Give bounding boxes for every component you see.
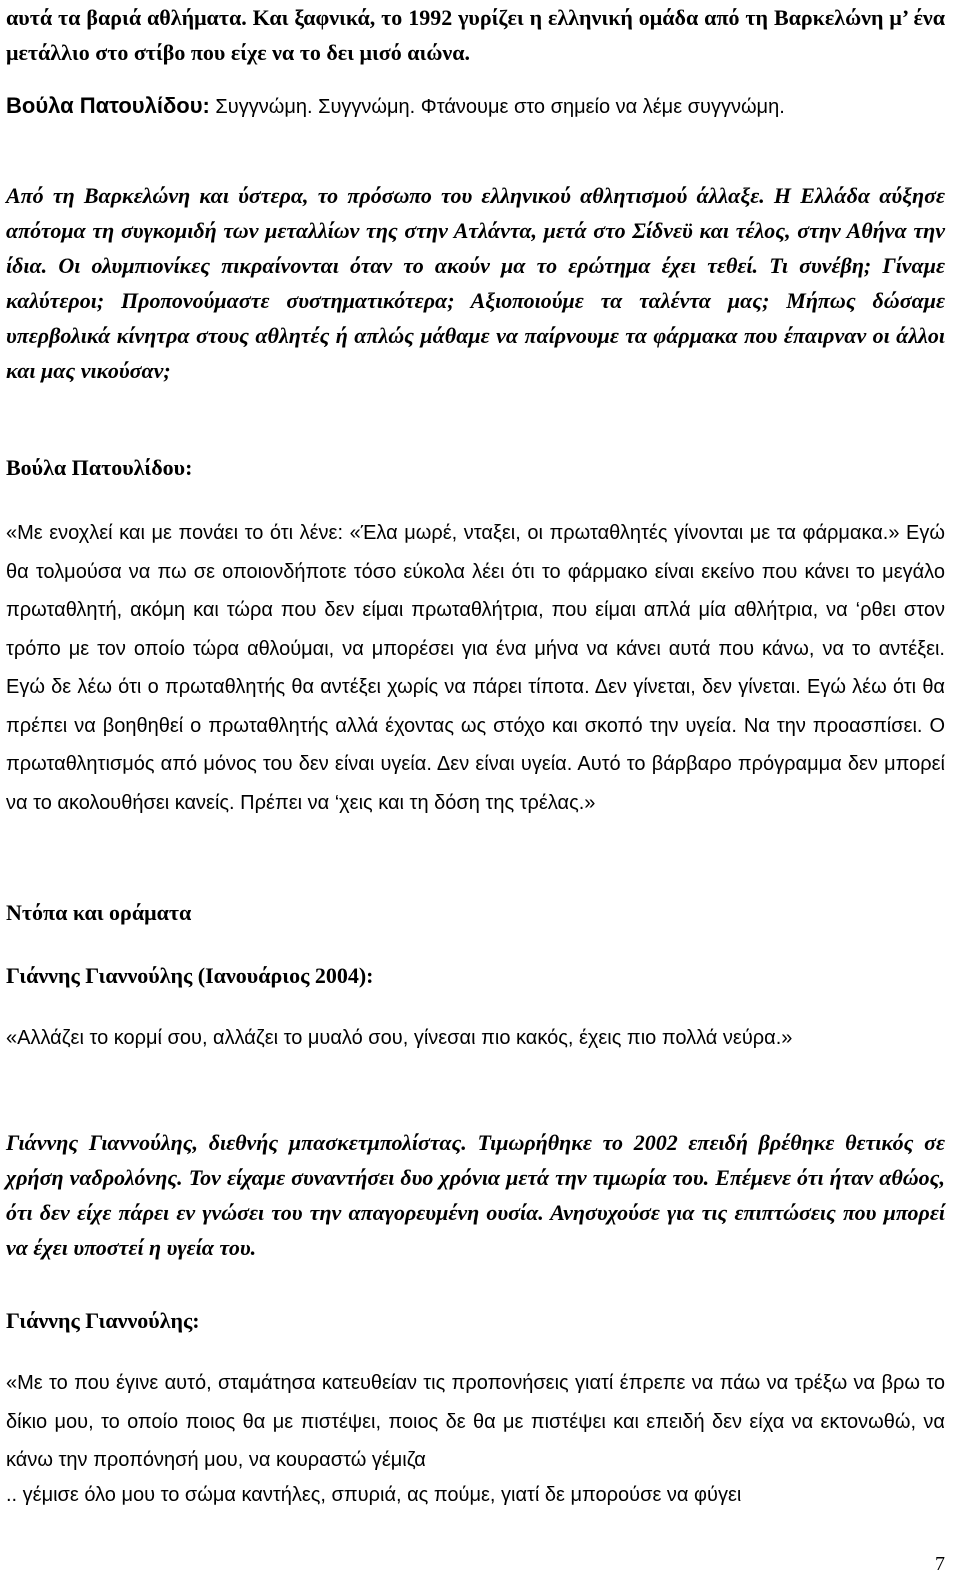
section-heading: Ντόπα και οράματα [6,900,192,925]
paragraph-2-text: Συγγνώμη. Συγγνώμη. Φτάνουμε στο σημείο να λέμε συγγνώμη. [209,96,785,118]
paragraph-quote-voula: «Με ενοχλεί και με πονάει το ότι λένε: «Έλα μωρέ, νταξει, οι πρωταθλητές γίνονται με τα φάρμακα.» Εγώ θα τολμούσα να πω σε οποιονδήποτε τόσο εύκολα λέει ότι το φάρμακο είναι εκείνο που κάνει το μεγάλο πρωταθλητή, ακόμη και τώρα που δεν είμαι πρωταθλήτρια, που είμαι απλά μία αθλήτρια, να ‘ρθει στον τρόπο με τον οποίο τώρα αθλούμαι, να μπορέσει για ένα μήνα να κάνει αυτά που κάνω, να το αντέξει. Εγώ δε λέω ότι ο πρωταθλητής θα αντέξει χωρίς να πάρει τίποτα. Δεν γίνεται, δεν γίνεται. Εγώ λέω ότι θα πρέπει να βοηθηθεί ο πρωταθλητής αλλά έχοντας ως στόχο και σκοπό την υγεία. Να την προασπίσει. Ο πρωταθλητισμός από μόνος του δεν είναι υγεία. Δεν είναι υγεία. Αυτό το βάρβαρο πρόγραμμα δεν μπορεί να το ακολουθήσει κανείς. Πρέπει να ‘χεις και τη δόση της τρέλας.» [6,522,945,814]
page-number: 7 [935,1553,945,1575]
paragraph-2 [6,88,945,125]
paragraph-quote-giannoulis-3: .. γέμισε όλο μου το σώμα καντήλες, σπυριά, ας πούμε, γιατί δε μπορούσε να φύγει [6,1484,742,1506]
paragraph-giannoulis-bio: Γιάννης Γιαννούλης, διεθνής μπασκετμπολίστας. Τιμωρήθηκε το 2002 επειδή βρέθηκε θετικός σε χρήση ναδρολόνης. Τον είχαμε συναντήσει δυο χρόνια μετά την τιμωρία του. Επέμενε ότι ήταν αθώος, ότι δεν είχε πάρει εν γνώσει του την απαγορευμένη ουσία. Ανησυχούσε για τις επιπτώσεις που μπορεί να έχει υποστεί η υγεία του. [6,1130,945,1260]
paragraph-3: Από τη Βαρκελώνη και ύστερα, το πρόσωπο του ελληνικού αθλητισμού άλλαξε. Η Ελλάδα αύξησε απότομα τη συγκομιδή των μεταλλίων της στην Ατλάντα, μετά στο Σίδνεϋ και τέλος, στην Αθήνα την ίδια. Οι ολυμπιονίκες πικραίνονται όταν το ακούν μα το ερώτημα έχει τεθεί. Τι συνέβη; Γίναμε καλύτεροι; Προπονούμαστε συστηματικότερα; Αξιοποιούμε τα ταλέντα μας; Μήπως δώσαμε υπερβολικά κίνητρα στους αθλητές ή απλώς μάθαμε να παίρνουμε τα φάρμακα που έπαιρναν οι άλλοι και μας νικούσαν; [6,183,945,383]
speaker-heading-giannoulis-date: Γιάννης Γιαννούλης (Ιανουάριος 2004): [6,963,374,988]
speaker-heading-giannoulis: Γιάννης Γιαννούλης: [6,1308,200,1333]
paragraph-1: αυτά τα βαριά αθλήματα. Και ξαφνικά, το 1992 γυρίζει η ελληνική ομάδα από τη Βαρκελώνη μ’ ένα μετάλλιο στο στίβο που είχε να το δει μισό αιώνα. [6,5,945,65]
speaker-label: Βούλα Πατουλίδου: [6,93,210,118]
speaker-heading-voula: Βούλα Πατουλίδου: [6,455,193,480]
paragraph-quote-giannoulis-1: «Αλλάζει το κορμί σου, αλλάζει το μυαλό σου, γίνεσαι πιο κακός, έχεις πιο πολλά νεύρα.» [6,1027,793,1049]
paragraph-quote-giannoulis-2: «Με το που έγινε αυτό, σταμάτησα κατευθείαν τις προπονήσεις γιατί έπρεπε να πάω να τρέξω να βρω το δίκιο μου, το οποίο ποιος θα με πιστέψει, ποιος δε θα με πιστέψει και επειδή δεν είχα να εκτονωθώ, να κάνω την προπόνησή μου, να κουραστώ γέμιζα [6,1372,945,1471]
